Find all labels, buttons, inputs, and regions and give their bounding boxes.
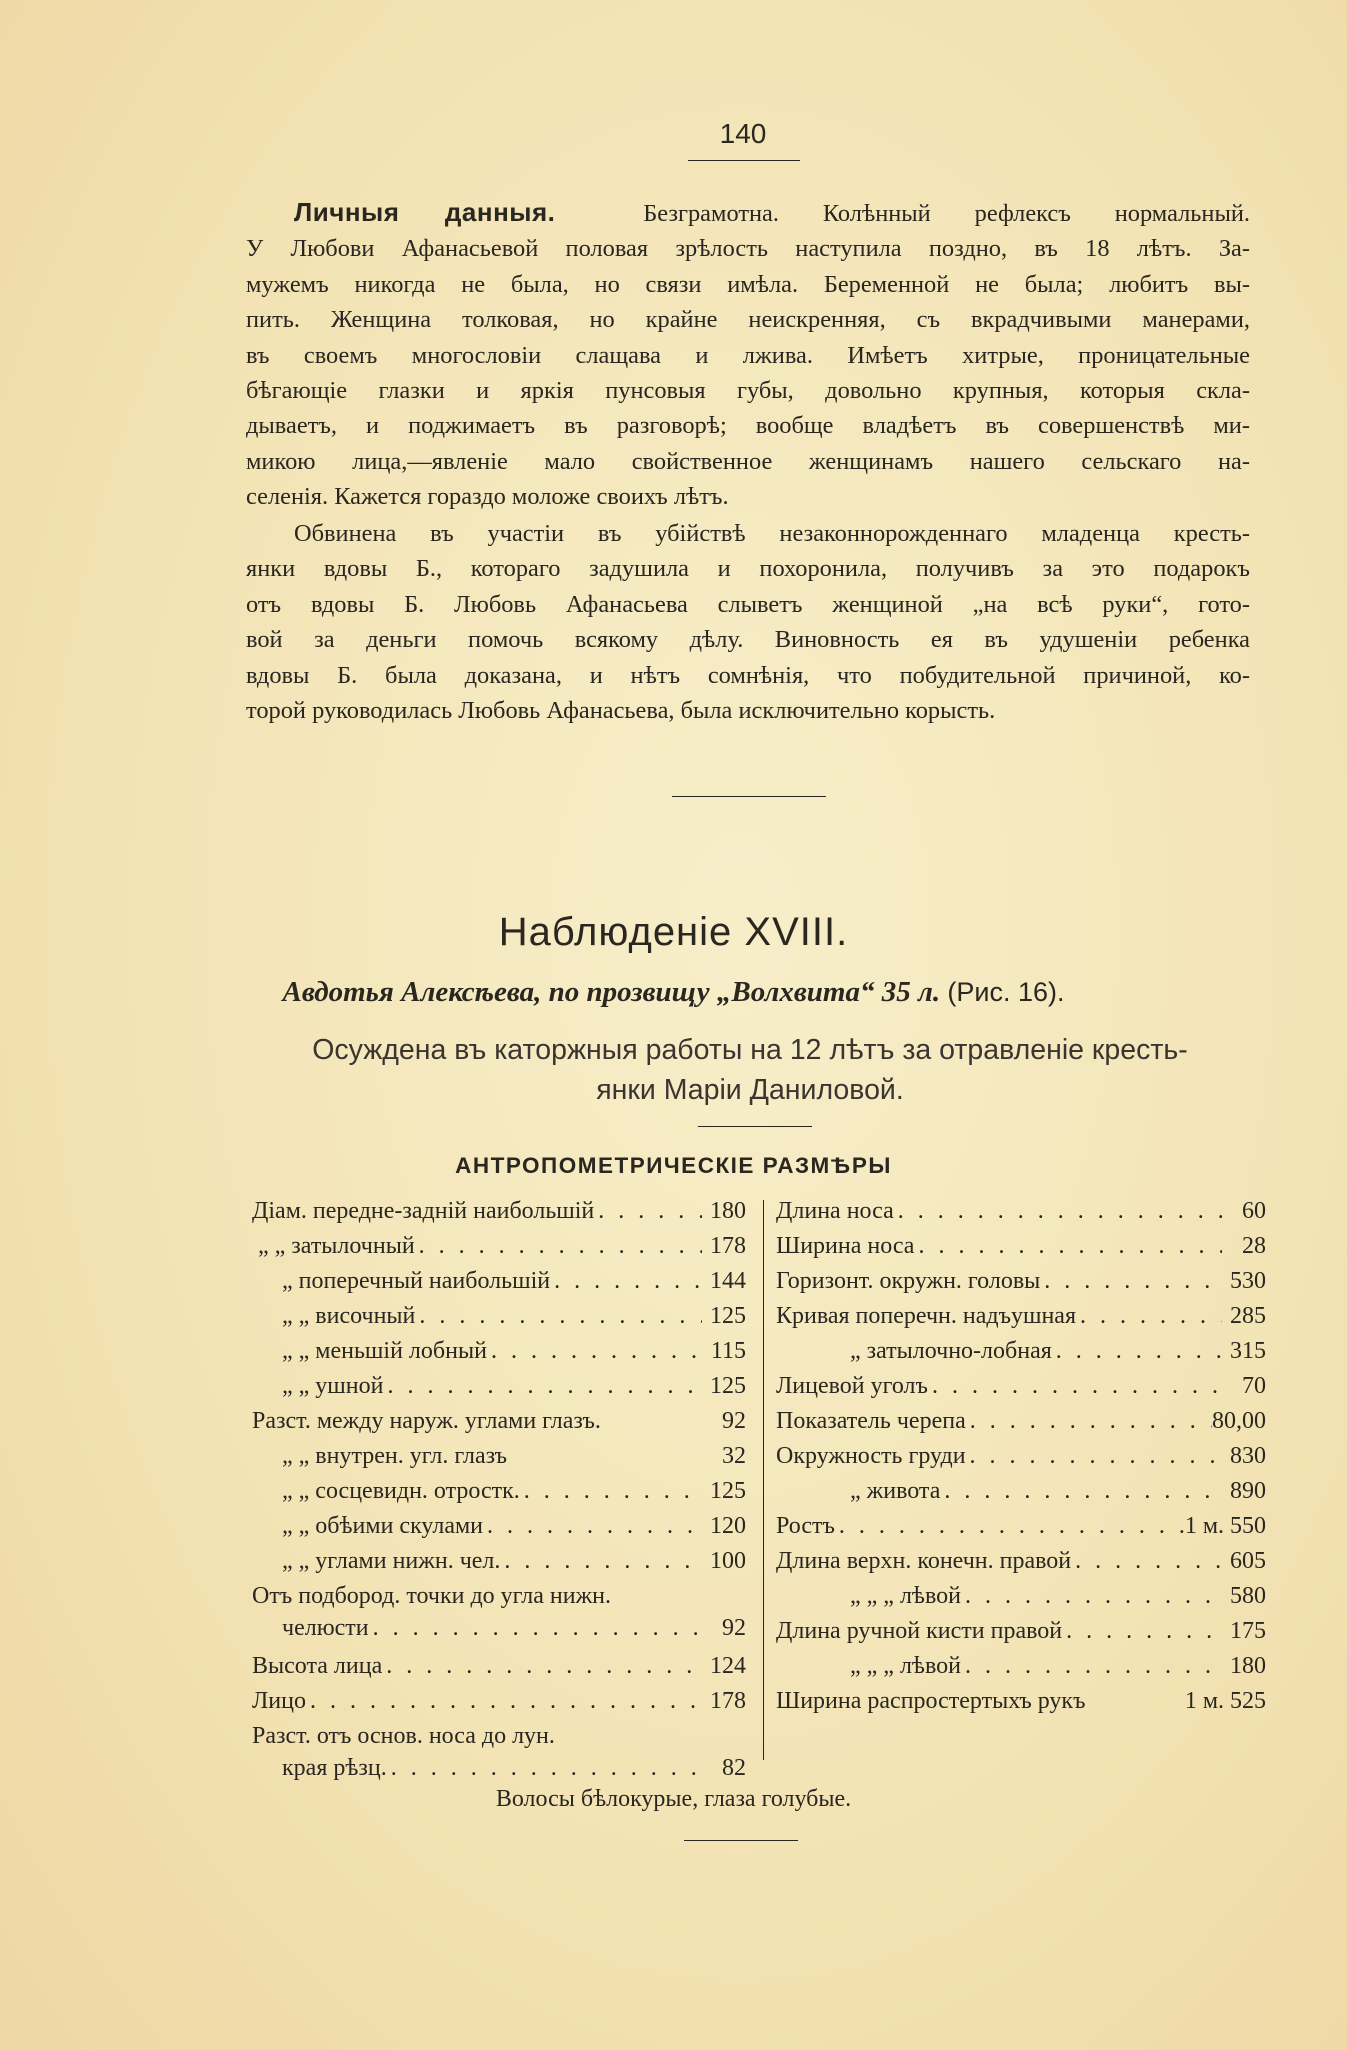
measurement-value: 125 [710, 1478, 746, 1504]
leader-dots [387, 1755, 702, 1782]
measurement-label: Высота лица [252, 1653, 383, 1679]
leader-dots [415, 1303, 702, 1330]
measurement-value: 28 [1242, 1233, 1266, 1259]
leader-dots [961, 1583, 1222, 1610]
text-line [246, 195, 1250, 231]
measurement-label: „ „ обѣими скулами [282, 1513, 483, 1539]
leader-dots [966, 1408, 1212, 1435]
text-line: У Любови Афанасьевой половая зрѣлость наступила поздно, въ 18 лѣтъ. За- [246, 235, 1250, 263]
measurement-row [776, 1303, 1266, 1338]
measurement-value: 605 [1230, 1548, 1266, 1574]
leader-dots [1071, 1548, 1222, 1575]
measurement-row [252, 1338, 746, 1373]
measurement-row [252, 1198, 746, 1233]
measurement-value: 180 [1230, 1653, 1266, 1679]
text-line: дываетъ, и поджимаетъ въ разговорѣ; вообще владѣетъ въ совершенствѣ ми- [246, 412, 1250, 440]
measurement-label: „ затылочно-лобная [850, 1338, 1052, 1364]
text-line: вой за деньги помочь всякому дѣлу. Виновность ея въ удушеніи ребенка [246, 626, 1250, 654]
leader-dots [1062, 1618, 1222, 1645]
leader-dots [382, 1653, 702, 1680]
measurement-label: Ширина носа [776, 1233, 915, 1259]
measurement-label: „ „ „ лѣвой [850, 1653, 961, 1679]
measurement-row [776, 1268, 1266, 1303]
measurement-row [776, 1583, 1266, 1618]
measurement-value: 120 [710, 1513, 746, 1539]
measurement-value: 1 м. 550 [1184, 1513, 1266, 1539]
measurement-value: 92 [722, 1615, 746, 1641]
measurement-row [776, 1198, 1266, 1233]
measurement-value: 315 [1230, 1338, 1266, 1364]
text-line: микою лица,—явленіе мало свойственное женщинамъ нашего сельскаго на- [246, 447, 1250, 475]
sentence-line: Осуждена въ каторжныя работы на 12 лѣтъ за отравленіе кресть- [312, 1034, 1188, 1066]
leader-dots [928, 1373, 1222, 1400]
measurement-value: 890 [1230, 1478, 1266, 1504]
measurement-row [252, 1688, 746, 1723]
measurement-label: Діам. передне-задній наибольшій [252, 1198, 595, 1224]
text-line: отъ вдовы Б. Любовь Афанасьева слыветъ женщиной „на всѣ руки“, гото- [246, 590, 1250, 618]
text-line: Обвинена въ участіи въ убійствѣ незаконнорожденнаго младенца кресть- [294, 520, 1250, 547]
leader-dots [500, 1548, 702, 1575]
measurement-value: 175 [1230, 1618, 1266, 1644]
leader-dots [1076, 1303, 1222, 1330]
leader-dots [487, 1338, 702, 1365]
figure-reference: (Рис. 16). [947, 977, 1065, 1007]
measurement-value: 60 [1242, 1198, 1266, 1224]
text-line: мужемъ никогда не была, но связи имѣла. Беременной не была; любитъ вы- [246, 270, 1250, 298]
leader-dots [415, 1233, 702, 1260]
leader-dots [520, 1478, 702, 1505]
measurement-label: „ „ височный [282, 1303, 416, 1329]
measurement-value: 178 [710, 1233, 746, 1259]
leader-dots [483, 1513, 702, 1540]
measurement-value: 92 [722, 1408, 746, 1434]
page-number-rule [688, 160, 800, 161]
measurement-value: 115 [710, 1338, 746, 1364]
paragraph-charge [246, 516, 1250, 728]
leader-dots [383, 1373, 702, 1400]
measurement-label: „ „ меньшій лобный [282, 1338, 487, 1364]
measurement-row [252, 1583, 746, 1653]
subject-name: Авдотья Алексѣева, по прозвищу „Волхвита“ 35 л. [282, 976, 941, 1008]
measurement-row [252, 1723, 746, 1793]
measurement-value: 124 [710, 1653, 746, 1679]
measurements-left-column [252, 1198, 746, 1793]
text-line-content: Безграмотна. Колѣнный рефлексъ нормальный. [643, 200, 1250, 227]
measurement-label: „ поперечный наибольшій [282, 1268, 551, 1294]
text-line: янки вдовы Б., котораго задушила и похоронила, получивъ за это подарокъ [246, 555, 1250, 583]
measurement-label: Ширина распростертыхъ рукъ [776, 1688, 1086, 1714]
measurement-row [252, 1233, 746, 1268]
table-title: АНТРОПОМЕТРИЧЕСКІЕ РАЗМѢРЫ [455, 1153, 892, 1178]
measurement-label: Ростъ [776, 1513, 835, 1539]
text-line: торой руководилась Любовь Афанасьева, была исключительно корысть. [246, 697, 996, 725]
measurement-row [776, 1548, 1266, 1583]
leader-dots [835, 1513, 1185, 1540]
sentence-text [240, 1030, 1260, 1110]
sentence-divider [698, 1126, 812, 1127]
leader-dots [1052, 1338, 1222, 1365]
measurement-label: Разст. отъ основ. носа до лун. [252, 1723, 555, 1749]
text-line: въ своемъ многословіи слащава и лжива. Имѣетъ хитрые, проницательные [246, 341, 1250, 369]
measurement-label: „ „ сосцевидн. отростк. [282, 1478, 520, 1504]
measurement-value: 530 [1230, 1268, 1266, 1294]
section-divider [672, 796, 826, 797]
leader-dots [894, 1198, 1222, 1225]
measurement-row [252, 1443, 746, 1478]
measurement-label: Длина ручной кисти правой [776, 1618, 1063, 1644]
leader-dots [966, 1443, 1222, 1470]
measurement-label: „ живота [850, 1478, 941, 1504]
measurement-row [252, 1548, 746, 1583]
measurement-value: 32 [722, 1443, 746, 1469]
measurement-label: Лицевой уголъ [776, 1373, 928, 1399]
measurement-row [776, 1513, 1266, 1548]
hair-eye-note: Волосы бѣлокурые, глаза голубые. [495, 1786, 852, 1812]
measurement-value: 100 [710, 1548, 746, 1574]
leader-dots [369, 1615, 702, 1642]
measurement-value: 80,00 [1212, 1408, 1266, 1434]
measurement-label: Окружность груди [776, 1443, 966, 1469]
leader-dots [550, 1268, 702, 1295]
measurement-value: 82 [722, 1755, 746, 1781]
measurement-value: 580 [1230, 1583, 1266, 1609]
measurement-value: 125 [710, 1303, 746, 1329]
measurement-label: Кривая поперечн. надъушная [776, 1303, 1076, 1329]
measurement-value: 125 [710, 1373, 746, 1399]
measurement-label: „ „ затылочный [258, 1233, 415, 1259]
measurement-row [776, 1408, 1266, 1443]
measurement-row [776, 1338, 1266, 1373]
leader-dots [940, 1478, 1222, 1505]
measurement-value: 1 м. 525 [1184, 1688, 1266, 1714]
measurement-row [252, 1513, 746, 1548]
measurement-value: 180 [710, 1198, 746, 1224]
measurement-row [252, 1408, 746, 1443]
measurement-row [252, 1303, 746, 1338]
sentence-line: янки Маріи Даниловой. [596, 1074, 904, 1106]
measurement-value: 178 [710, 1688, 746, 1714]
measurement-label-continued: края рѣзц. [282, 1755, 387, 1781]
text-line: пить. Женщина толковая, но крайне неискренняя, съ вкрадчивыми манерами, [246, 306, 1250, 334]
leader-dots [1040, 1268, 1222, 1295]
measurement-label: „ „ внутрен. угл. глазъ [282, 1443, 508, 1469]
measurement-row [776, 1478, 1266, 1513]
measurement-row-continuation [252, 1615, 746, 1653]
section-lead: Личныя данныя. [294, 197, 556, 227]
measurement-label: Показатель черепа [776, 1408, 966, 1434]
text-line: бѣгающіе глазки и яркія пунсовыя губы, довольно крупныя, которыя скла- [246, 377, 1250, 405]
measurement-label: Горизонт. окружн. головы [776, 1268, 1041, 1294]
measurement-row [776, 1688, 1266, 1723]
measurement-row [776, 1653, 1266, 1688]
text-line: селенія. Кажется гораздо моложе своихъ лѣтъ. [246, 483, 729, 511]
measurement-value: 830 [1230, 1443, 1266, 1469]
measurement-label: „ „ „ лѣвой [850, 1583, 961, 1609]
measurement-value: 285 [1230, 1303, 1266, 1329]
measurement-row [252, 1478, 746, 1513]
measurement-row [252, 1653, 746, 1688]
measurement-label: „ „ углами нижн. чел. [282, 1548, 501, 1574]
measurement-label: Лицо [252, 1688, 306, 1714]
measurement-label: Разст. между наруж. углами глазъ. [252, 1408, 601, 1434]
measurements-right-column [776, 1198, 1266, 1723]
page-number: 140 [719, 118, 767, 149]
leader-dots [961, 1653, 1222, 1680]
measurement-value: 70 [1242, 1373, 1266, 1399]
leader-dots [306, 1688, 702, 1715]
column-divider [763, 1200, 764, 1760]
measurement-value: 144 [710, 1268, 746, 1294]
observation-heading: Наблюденіе XVIII. [498, 910, 849, 954]
measurement-row [776, 1233, 1266, 1268]
measurement-label: „ „ ушной [282, 1373, 384, 1399]
measurement-label: Длина верхн. конечн. правой [776, 1548, 1072, 1574]
leader-dots [594, 1198, 702, 1225]
closing-rule [684, 1840, 798, 1841]
measurement-label-continued: челюсти [282, 1615, 369, 1641]
measurement-row [252, 1268, 746, 1303]
measurement-row [776, 1618, 1266, 1653]
measurement-row [776, 1443, 1266, 1478]
text-line: вдовы Б. была доказана, и нѣтъ сомнѣнія, что побудительной причиной, ко- [246, 661, 1250, 689]
measurement-label: Отъ подбород. точки до угла нижн. [252, 1583, 612, 1609]
measurement-row [252, 1373, 746, 1408]
observation-subject [0, 976, 1347, 1009]
paragraph-personal-data [246, 195, 1250, 515]
leader-dots [914, 1233, 1222, 1260]
measurement-row [776, 1373, 1266, 1408]
measurement-label: Длина носа [776, 1198, 894, 1224]
